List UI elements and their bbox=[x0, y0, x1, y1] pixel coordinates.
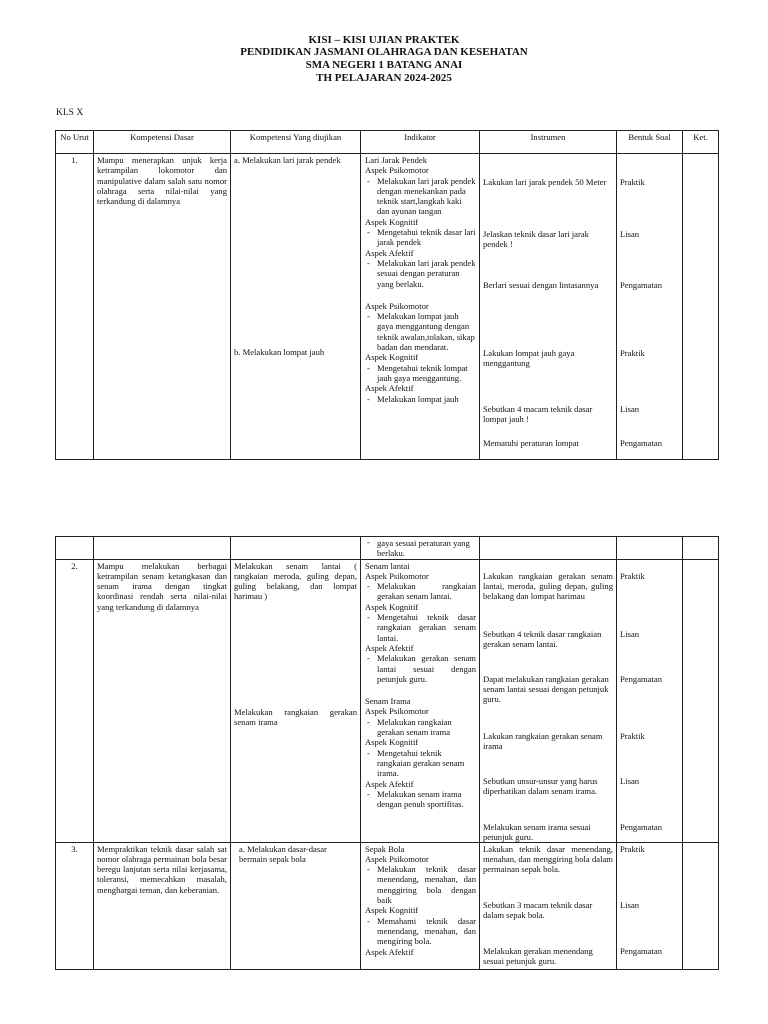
form-item: Lisan bbox=[620, 229, 640, 239]
kompetensi-diujikan-cell bbox=[231, 154, 361, 460]
table-header-row bbox=[56, 131, 719, 154]
form-item: Praktik bbox=[620, 348, 645, 358]
form-item: Pengamatan bbox=[620, 438, 662, 448]
indicator-item: - Melakukan lari jarak pendek sesuai dengan peraturan yang berlaku. bbox=[361, 258, 479, 289]
indicator-item: - Mengetahui teknik dasar rangkaian gerakan senam lantai. bbox=[361, 612, 479, 643]
kyd-item-a: a. Melakukan dasar-dasar bermain sepak bola bbox=[239, 843, 327, 864]
instrumen-cell bbox=[480, 842, 617, 969]
aspect-heading: Aspek Afektif bbox=[365, 778, 414, 789]
indicator-item: - Memahami teknik dasar menendang, menahan, dan mengiring bola. bbox=[361, 916, 479, 947]
form-item: Lisan bbox=[620, 775, 640, 786]
aspect-heading: Aspek Psikomotor bbox=[365, 853, 429, 864]
instrument-item: Mematuhi peraturan lompat bbox=[483, 438, 579, 448]
indicator-title: Senam lantai bbox=[365, 560, 410, 571]
indicator-title: Lari Jarak Pendek bbox=[365, 155, 428, 165]
aspect-heading: Aspek Psikomotor bbox=[365, 300, 429, 311]
row-number: 2. bbox=[56, 559, 94, 842]
ket-cell bbox=[683, 559, 719, 842]
instrument-item: Jelaskan teknik dasar lari jarak pendek ! bbox=[483, 229, 589, 250]
aspect-heading: Aspek Kognitif bbox=[365, 601, 419, 612]
doc-title-1: KISI – KISI UJIAN PRAKTEK bbox=[308, 34, 460, 46]
kyd-item-b: b. Melakukan lompat jauh bbox=[234, 347, 325, 357]
aspect-heading: Aspek Afektif bbox=[365, 642, 414, 653]
aspect-heading: Aspek Afektif bbox=[365, 247, 414, 258]
indikator-cell bbox=[361, 537, 480, 560]
bentuk-soal-cell bbox=[617, 559, 683, 842]
indikator-cell bbox=[361, 154, 480, 460]
col-header-bentuk-soal: Bentuk Soal bbox=[617, 131, 683, 154]
table-row bbox=[56, 154, 719, 460]
kyd-item-a: a. Melakukan lari jarak pendek bbox=[234, 155, 341, 165]
instrument-item: Melakukan gerakan menendang sesuai petunjuk guru. bbox=[483, 945, 593, 966]
instrument-item: Lakukan lari jarak pendek 50 Meter bbox=[483, 177, 607, 187]
form-item: Pengamatan bbox=[620, 280, 662, 290]
form-item: Pengamatan bbox=[620, 821, 662, 832]
instrument-item: Lakukan rangkaian gerakan senam irama bbox=[483, 730, 603, 751]
indicator-item: - Mengetahui teknik lompat jauh gaya menggantung. bbox=[361, 363, 479, 384]
aspect-heading: Aspek Kognitif bbox=[365, 905, 419, 916]
form-item: Praktik bbox=[620, 843, 645, 854]
form-item: Praktik bbox=[620, 177, 645, 187]
indicator-item: - Melakukan lompat jauh gaya menggantung dengan teknik awalan,tolakan, sikap badan dan mendarat. bbox=[361, 311, 479, 352]
instrument-item: Melakukan senam irama sesuai petunjuk guru. bbox=[483, 821, 591, 842]
col-header-kd: Kompetensi Dasar bbox=[94, 131, 231, 154]
instrument-item: Lakukan rangkaian gerakan senam lantai, meroda, guling depan, guling belakang dan lompat harimau bbox=[483, 570, 613, 602]
kompetensi-dasar-cell: Mempraktikan teknik dasar salah sat nomor olahraga permainan bola besar beregu lanjutan serta nilai kerjasama, toleransi, memecahkan masalah, menghargai teman, dan keberanian. bbox=[94, 842, 231, 969]
indicator-title: Senam Irama bbox=[365, 696, 411, 707]
instrument-item: Sebutkan 3 macam teknik dasar dalam sepak bola. bbox=[483, 899, 593, 920]
kyd-item-a: Melakukan senam lantai ( rangkaian meroda, guling depan, guling belakang, dan lompat harimau ) bbox=[234, 560, 357, 602]
form-item: Lisan bbox=[620, 628, 640, 639]
aspect-heading: Aspek Psikomotor bbox=[365, 706, 429, 717]
indicator-item: - gaya sesuai peraturan yang berlaku. bbox=[361, 537, 479, 559]
form-item: Praktik bbox=[620, 570, 645, 581]
form-item: Lisan bbox=[620, 899, 640, 910]
instrument-item: Sebutkan unsur-unsur yang harus diperhatikan dalam senam irama. bbox=[483, 775, 598, 796]
indicator-item: - Melakukan senam irama dengan penuh sportifitas. bbox=[361, 789, 479, 810]
indicator-item: - Melakukan rangkaian gerakan senam irama bbox=[361, 717, 479, 738]
kompetensi-diujikan-cell bbox=[231, 559, 361, 842]
class-label: KLS X bbox=[56, 108, 84, 118]
instrument-item: Dapat melakukan rangkaian gerakan senam lantai sesuai dengan petunjuk guru. bbox=[483, 673, 609, 705]
col-header-ket: Ket. bbox=[683, 131, 719, 154]
aspect-heading: Aspek Afektif bbox=[365, 946, 414, 957]
indikator-cell bbox=[361, 842, 480, 969]
indicator-item: - Melakukan lompat jauh bbox=[361, 394, 479, 404]
ket-cell bbox=[683, 842, 719, 969]
kompetensi-dasar-cell: Mampu menerapkan unjuk kerja ketrampilan lokomotor dan manipulative dalam salah satu nomor olahraga serta nilai-nilai yang terkandung di dalamnya bbox=[94, 154, 231, 460]
indicator-item: - Mengetahui teknik rangkaian gerakan senam irama. bbox=[361, 748, 479, 779]
kyd-item-b: Melakukan rangkaian gerakan senam irama bbox=[234, 706, 357, 727]
indicator-item: - Melakukan rangkaian gerakan senam lantai. bbox=[361, 581, 479, 602]
aspect-heading: Aspek Afektif bbox=[365, 383, 414, 394]
bentuk-soal-cell bbox=[617, 154, 683, 460]
aspect-heading: Aspek Kognitif bbox=[365, 352, 419, 363]
aspect-heading: Aspek Kognitif bbox=[365, 216, 419, 227]
col-header-no: No Urut bbox=[56, 131, 94, 154]
col-header-instrumen: Instrumen bbox=[480, 131, 617, 154]
form-item: Pengamatan bbox=[620, 945, 662, 956]
form-item: Pengamatan bbox=[620, 673, 662, 684]
instrument-item: Lakukan teknik dasar menendang, menahan, dan menggiring bola dalam permainan sepak bola. bbox=[483, 843, 613, 875]
aspect-heading: Aspek Kognitif bbox=[365, 737, 419, 748]
doc-title-4: TH PELAJARAN 2024-2025 bbox=[316, 72, 452, 84]
doc-title-3: SMA NEGERI 1 BATANG ANAI bbox=[305, 59, 463, 71]
kompetensi-dasar-cell: Mampu melakukan berbagai ketrampilan senam ketangkasan dan senam irama dengan tingkat koordinasi rendah serta nilai-nilai yang terkandung di dalamnya bbox=[94, 559, 231, 842]
instrumen-cell bbox=[480, 559, 617, 842]
indicator-item: - Melakukan teknik dasar menendang, menahan, dan menggiring bola dengan baik bbox=[361, 864, 479, 905]
col-header-kyd: Kompetensi Yang diujikan bbox=[231, 131, 361, 154]
row-number: 1. bbox=[56, 154, 94, 460]
bentuk-soal-cell bbox=[617, 842, 683, 969]
instrument-item: Berlari sesuai dengan lintasannya bbox=[483, 280, 599, 290]
table-row bbox=[56, 559, 719, 842]
aspect-heading: Aspek Psikomotor bbox=[365, 165, 429, 176]
table-row-continued bbox=[56, 537, 719, 560]
doc-title-2: PENDIDIKAN JASMANI OLAHRAGA DAN KESEHATAN bbox=[240, 46, 528, 58]
kompetensi-diujikan-cell bbox=[231, 842, 361, 969]
indicator-item: - Mengetahui teknik dasar lari jarak pendek bbox=[361, 227, 479, 248]
indicator-item: - Melakukan gerakan senam lantai sesuai dengan petunjuk guru. bbox=[361, 653, 479, 684]
form-item: Praktik bbox=[620, 730, 645, 741]
instrument-item: Sebutkan 4 teknik dasar rangkaian gerakan senam lantai. bbox=[483, 628, 602, 649]
table-row bbox=[56, 842, 719, 969]
indicator-title: Sepak Bola bbox=[365, 843, 405, 854]
indicator-item: - Melakukan lari jarak pendek dengan menekankan pada teknik start,langkah kaki dan ayunan tangan bbox=[361, 176, 479, 217]
instrument-item: Lakukan lompat jauh gaya menggantung bbox=[483, 348, 575, 369]
indikator-cell bbox=[361, 559, 480, 842]
ket-cell bbox=[683, 154, 719, 460]
kisi-table-page1 bbox=[55, 130, 719, 460]
instrumen-cell bbox=[480, 154, 617, 460]
form-item: Lisan bbox=[620, 404, 640, 414]
kisi-table-page2 bbox=[55, 536, 719, 970]
instrument-item: Sebutkan 4 macam teknik dasar lompat jauh ! bbox=[483, 404, 593, 425]
col-header-indikator: Indikator bbox=[361, 131, 480, 154]
row-number: 3. bbox=[56, 842, 94, 969]
aspect-heading: Aspek Psikomotor bbox=[365, 570, 429, 581]
